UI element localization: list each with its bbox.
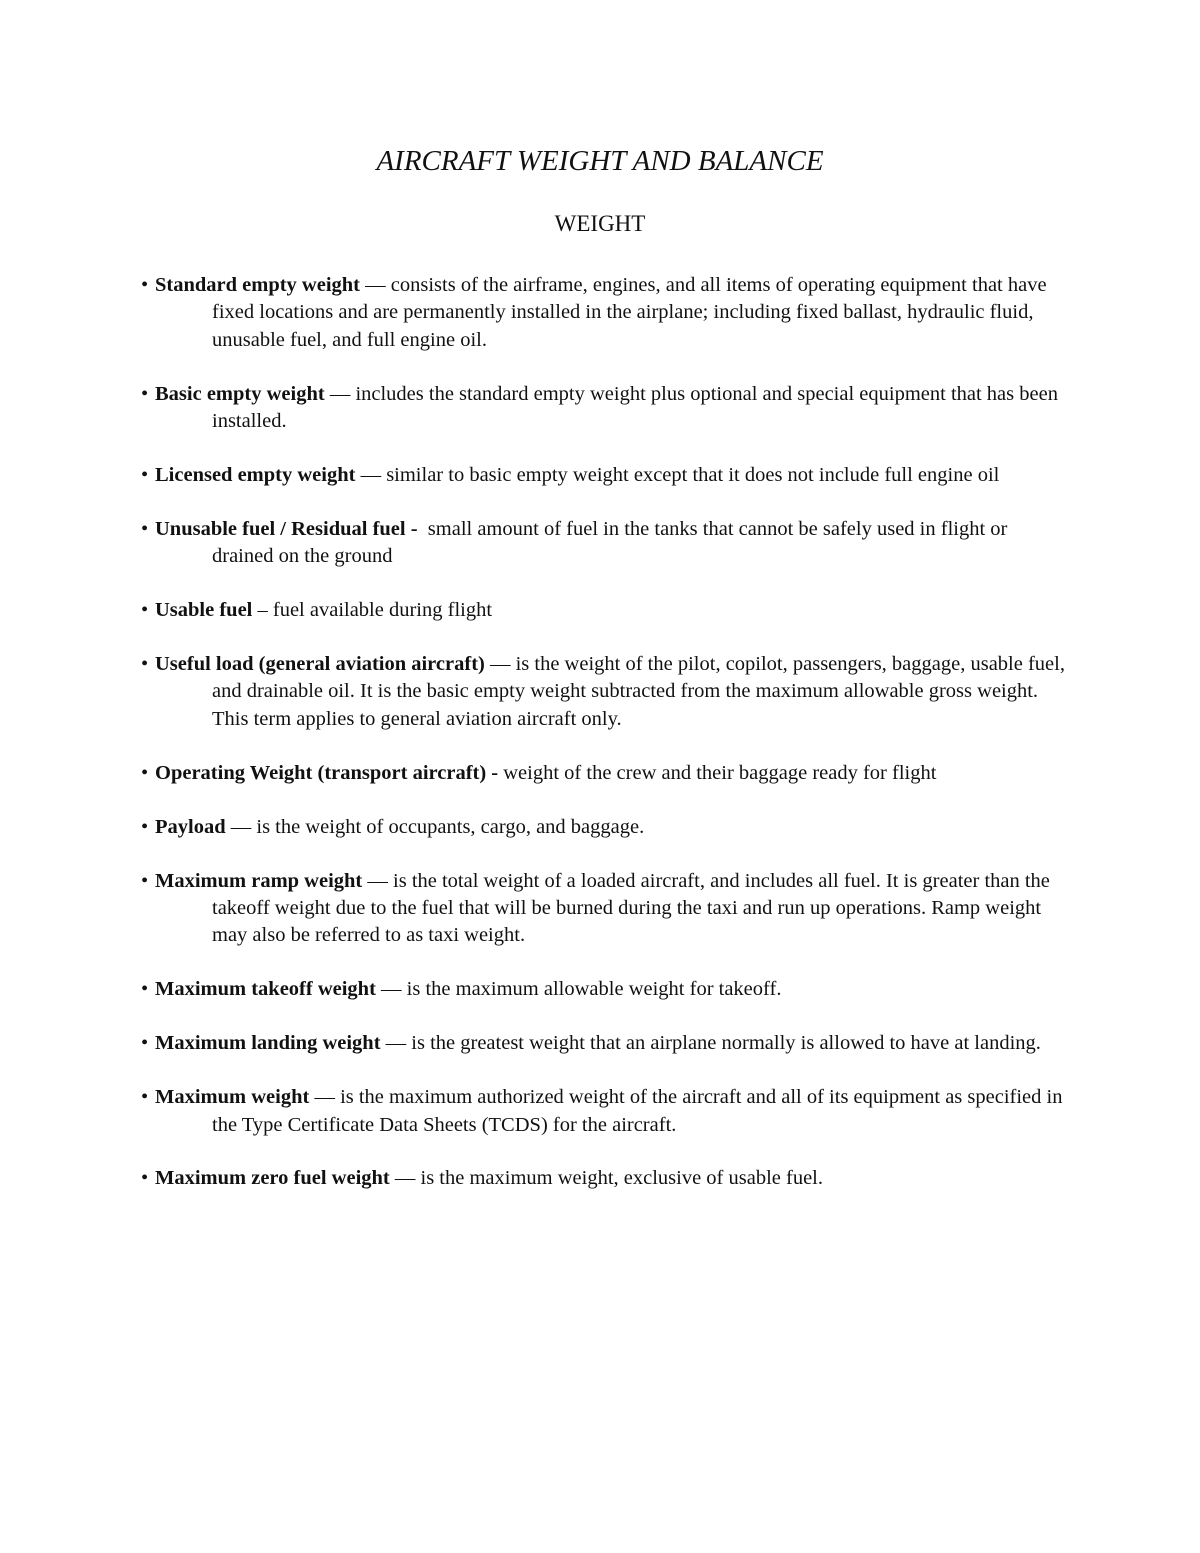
definition-text: is the maximum weight, exclusive of usable fuel.	[420, 1167, 824, 1190]
definition-text: is the weight of the pilot, copilot, passengers, baggage, usable fuel, and drainable oil. It is the basic empty weight subtracted from the maximum allowable gross weight. This term applies to general aviation aircraft only.	[212, 653, 1065, 730]
definition-maximum-zero-fuel-weight	[141, 1165, 1071, 1192]
bullet-icon: •	[141, 463, 149, 486]
bullet-icon: •	[141, 761, 149, 784]
bullet-icon: •	[141, 1086, 149, 1109]
definition-separator: —	[355, 463, 387, 486]
definition-term: Maximum weight	[155, 1086, 310, 1109]
definition-text: is the maximum allowable weight for takeoff.	[406, 978, 782, 1001]
definition-separator: —	[309, 1086, 341, 1109]
definition-payload	[141, 814, 1071, 841]
definition-separator: —	[225, 815, 257, 838]
definition-unusable-fuel	[141, 516, 1071, 571]
definition-text: consists of the airframe, engines, and all items of operating equipment that have fixed locations and are permanently installed in the airplane; including fixed ballast, hydraulic fluid, unusable fuel, and full engine oil.	[212, 274, 1047, 351]
definition-term: Licensed empty weight	[155, 463, 356, 486]
bullet-icon: •	[141, 869, 149, 892]
definition-usable-fuel	[141, 597, 1071, 624]
definition-term: Standard empty weight	[155, 274, 361, 296]
definition-term: Operating Weight (transport aircraft) -	[155, 761, 499, 784]
definition-maximum-takeoff-weight	[141, 976, 1071, 1003]
definition-term: Maximum ramp weight	[155, 869, 363, 892]
definition-text: small amount of fuel in the tanks that cannot be safely used in flight or drained on the ground	[212, 517, 1008, 568]
definition-separator: –	[252, 599, 273, 622]
definition-operating-weight	[141, 760, 1071, 787]
definition-term: Maximum zero fuel weight	[155, 1167, 390, 1190]
bullet-icon: •	[141, 599, 149, 622]
section-heading-weight: WEIGHT	[554, 211, 646, 236]
definition-maximum-landing-weight	[141, 1030, 1071, 1057]
definition-separator: —	[362, 869, 394, 892]
bullet-icon: •	[141, 1032, 149, 1055]
definition-separator	[418, 518, 428, 540]
definition-text: includes the standard empty weight plus optional and special equipment that has been installed.	[212, 382, 1058, 432]
bullet-icon: •	[141, 517, 149, 540]
bullet-icon: •	[141, 274, 149, 296]
definition-text: weight of the crew and their baggage ready for flight	[503, 761, 937, 784]
definition-text: is the weight of occupants, cargo, and baggage.	[256, 815, 645, 838]
definition-list	[141, 272, 1071, 1219]
document-title: AIRCRAFT WEIGHT AND BALANCE	[376, 145, 824, 177]
definition-term: Usable fuel	[155, 599, 253, 622]
definition-term: Maximum takeoff weight	[155, 978, 376, 1001]
definition-term: Useful load (general aviation aircraft)	[155, 653, 485, 676]
definition-text: is the maximum authorized weight of the aircraft and all of its equipment as specified in the Type Certificate Data Sheets (TCDS) for the aircraft.	[212, 1086, 1063, 1136]
bullet-icon: •	[141, 978, 149, 1001]
definition-licensed-empty-weight	[141, 462, 1071, 489]
definition-term: Basic empty weight	[155, 382, 325, 405]
definition-separator: —	[360, 274, 391, 296]
definition-text: is the greatest weight that an airplane normally is allowed to have at landing.	[411, 1032, 1041, 1055]
definition-separator: —	[375, 978, 407, 1001]
definition-standard-empty-weight	[141, 272, 1071, 354]
definition-text: is the total weight of a loaded aircraft, and includes all fuel. It is greater than the takeoff weight due to the fuel that will be burned during the taxi and run up operations. Ramp weight may also be referred to as taxi weight.	[212, 869, 1050, 947]
bullet-icon: •	[141, 653, 149, 676]
definition-separator: —	[324, 382, 356, 405]
definition-text: similar to basic empty weight except that it does not include full engine oil	[386, 463, 1000, 486]
definition-separator: —	[380, 1032, 412, 1055]
definition-term: Maximum landing weight	[155, 1032, 381, 1055]
definition-separator: —	[484, 653, 516, 676]
definition-term: Unusable fuel / Residual fuel -	[155, 517, 418, 540]
definition-maximum-ramp-weight	[141, 868, 1071, 950]
bullet-icon: •	[141, 1167, 149, 1190]
bullet-icon: •	[141, 382, 149, 405]
definition-basic-empty-weight	[141, 381, 1071, 436]
definition-text: fuel available during flight	[272, 599, 493, 622]
definition-maximum-weight	[141, 1084, 1071, 1139]
definition-term: Payload	[155, 815, 226, 838]
definition-useful-load	[141, 651, 1071, 733]
bullet-icon: •	[141, 815, 149, 838]
definition-separator: —	[389, 1167, 421, 1190]
